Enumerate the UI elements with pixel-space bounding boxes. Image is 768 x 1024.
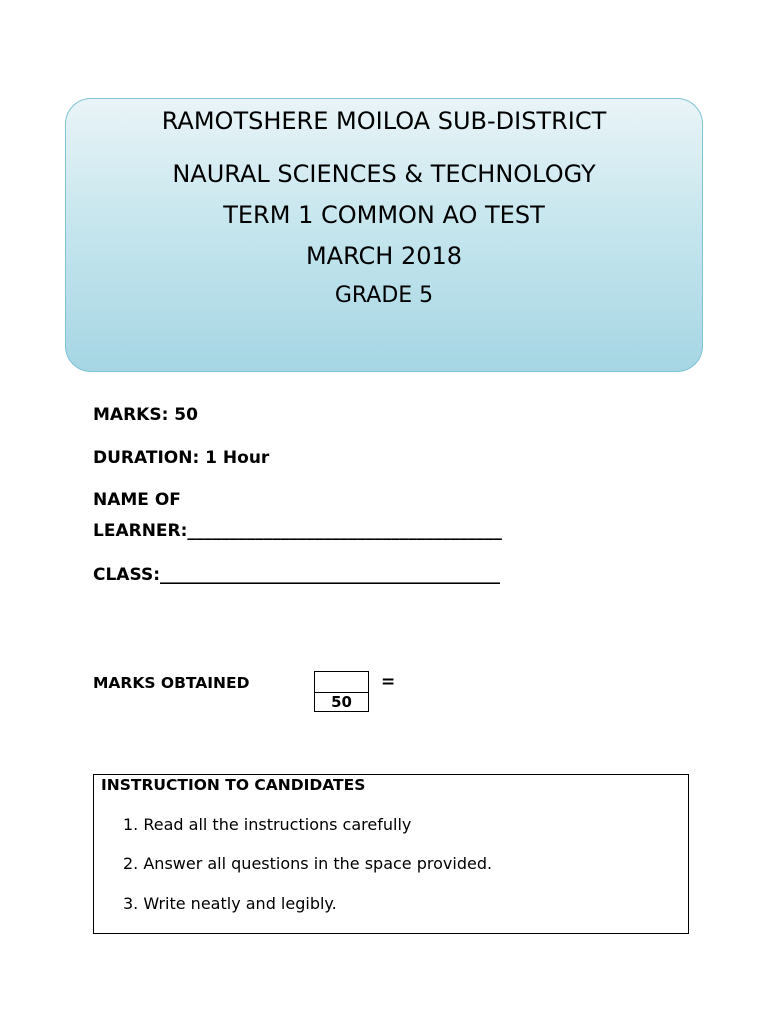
- instruction-item: 3. Write neatly and legibly.: [123, 894, 337, 913]
- test-title: TERM 1 COMMON AO TEST: [223, 201, 545, 229]
- subject-title: NAURAL SCIENCES & TECHNOLOGY: [172, 160, 596, 188]
- grade-label: GRADE 5: [334, 283, 434, 308]
- marks-obtained-denominator: 50: [331, 693, 352, 711]
- duration: DURATION: 1 Hour: [93, 448, 270, 468]
- district-title: RAMOTSHERE MOILOA SUB-DISTRICT: [161, 107, 607, 135]
- marks-obtained-fraction: [314, 671, 369, 712]
- header-box: [65, 98, 703, 372]
- instruction-item: 1. Read all the instructions carefully: [123, 815, 412, 834]
- learner-name-field[interactable]: LEARNER:_____________________________________: [93, 521, 502, 541]
- instruction-item: 2. Answer all questions in the space provided.: [123, 854, 493, 873]
- learner-name-label: NAME OF: [93, 490, 181, 510]
- marks-total: MARKS: 50: [93, 405, 198, 425]
- instructions-box: [93, 774, 689, 934]
- instructions-title: INSTRUCTION TO CANDIDATES: [101, 776, 366, 794]
- marks-obtained-label: MARKS OBTAINED: [93, 674, 250, 692]
- test-date: MARCH 2018: [305, 242, 463, 270]
- class-field[interactable]: CLASS:________________________________________: [93, 565, 500, 585]
- equals-sign: =: [381, 672, 396, 692]
- marks-obtained-input[interactable]: [315, 672, 368, 693]
